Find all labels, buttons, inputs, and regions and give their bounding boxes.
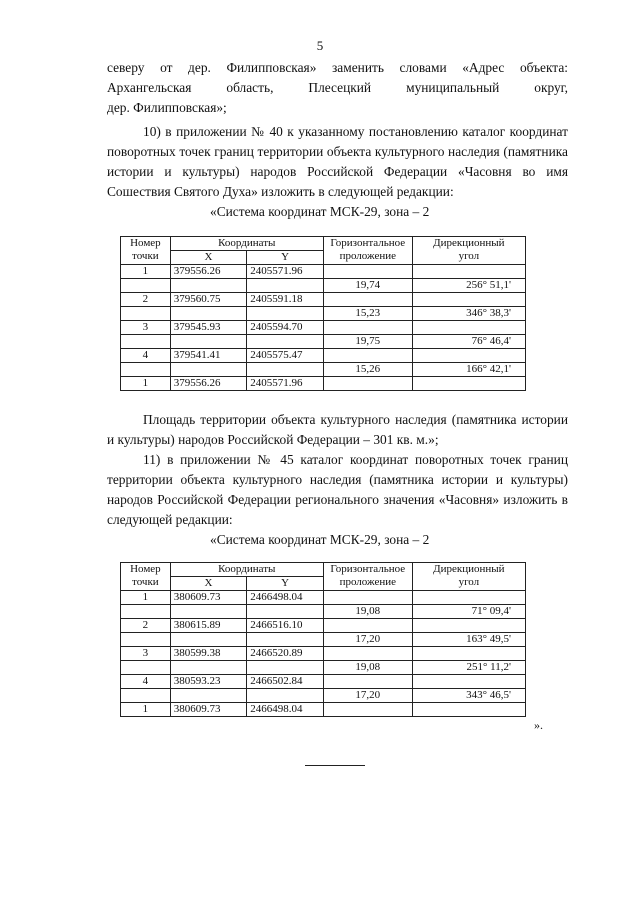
point-x: 380615.89	[170, 619, 247, 633]
empty-cell	[412, 377, 525, 391]
empty-cell	[247, 279, 324, 293]
empty-cell	[323, 321, 412, 335]
empty-cell	[247, 605, 324, 619]
empty-cell	[247, 363, 324, 377]
header-length	[323, 237, 412, 265]
segment-row	[121, 689, 526, 703]
header-y: Y	[247, 577, 324, 591]
point-row	[121, 591, 526, 605]
segment-length: 17,20	[323, 633, 412, 647]
empty-cell	[170, 363, 247, 377]
empty-cell	[323, 591, 412, 605]
end-divider	[305, 765, 365, 766]
point-x: 380609.73	[170, 703, 247, 717]
segment-angle: 256° 51,1'	[412, 279, 525, 293]
point-row	[121, 647, 526, 661]
header-dir-line1: Дирекционный	[433, 563, 505, 575]
header-len-line1: Горизонтальное	[330, 563, 406, 575]
point-number: 1	[121, 591, 171, 605]
segment-length: 17,20	[323, 689, 412, 703]
empty-cell	[323, 265, 412, 279]
point-x: 379545.93	[170, 321, 247, 335]
empty-cell	[412, 619, 525, 633]
point-number: 3	[121, 647, 171, 661]
point-y: 2466502.84	[247, 675, 324, 689]
point-number: 1	[121, 703, 171, 717]
empty-cell	[412, 675, 525, 689]
point-y: 2466498.04	[247, 703, 324, 717]
empty-cell	[121, 633, 171, 647]
header-num-line1: Номер	[130, 563, 161, 575]
empty-cell	[247, 335, 324, 349]
segment-angle: 166° 42,1'	[412, 363, 525, 377]
header-coordinates: Координаты	[170, 563, 323, 577]
header-len-line2: проложение	[339, 576, 397, 588]
item-10-coordinate-system: «Система координат МСК-29, зона – 2	[210, 204, 430, 219]
page-number: 5	[316, 38, 324, 53]
segment-length: 19,08	[323, 661, 412, 675]
header-num-line2: точки	[132, 576, 159, 588]
header-point-number	[121, 563, 171, 591]
header-direction	[412, 237, 525, 265]
header-len-line2: проложение	[339, 250, 397, 262]
point-y: 2405575.47	[247, 349, 324, 363]
empty-cell	[247, 689, 324, 703]
intro-line-2: Архангельская область, Плесецкий муниципальный округ,	[107, 80, 568, 95]
empty-cell	[170, 605, 247, 619]
header-length	[323, 563, 412, 591]
closing-quote: ».	[534, 718, 543, 732]
segment-row	[121, 633, 526, 647]
segment-length: 19,75	[323, 335, 412, 349]
segment-row	[121, 279, 526, 293]
header-x: X	[170, 251, 247, 265]
point-x: 379541.41	[170, 349, 247, 363]
header-len-line1: Горизонтальное	[330, 237, 406, 249]
point-number: 4	[121, 675, 171, 689]
empty-cell	[121, 661, 171, 675]
item-11-coordinate-system: «Система координат МСК-29, зона – 2	[210, 532, 430, 547]
coordinate-table-2	[120, 562, 526, 717]
header-coordinates: Координаты	[170, 237, 323, 251]
segment-length: 15,23	[323, 307, 412, 321]
empty-cell	[121, 363, 171, 377]
empty-cell	[121, 279, 171, 293]
point-x: 379556.26	[170, 265, 247, 279]
intro-line-1: северу от дер. Филипповская» заменить словами «Адрес объекта:	[107, 60, 568, 75]
segment-length: 19,08	[323, 605, 412, 619]
empty-cell	[121, 605, 171, 619]
point-number: 4	[121, 349, 171, 363]
empty-cell	[121, 335, 171, 349]
coordinate-table-1	[120, 236, 526, 391]
segment-angle: 343° 46,5'	[412, 689, 525, 703]
point-row	[121, 675, 526, 689]
point-y: 2466520.89	[247, 647, 324, 661]
point-number: 3	[121, 321, 171, 335]
empty-cell	[247, 661, 324, 675]
empty-cell	[121, 307, 171, 321]
empty-cell	[323, 647, 412, 661]
segment-angle: 251° 11,2'	[412, 661, 525, 675]
point-x: 380593.23	[170, 675, 247, 689]
point-row	[121, 703, 526, 717]
empty-cell	[412, 591, 525, 605]
empty-cell	[323, 349, 412, 363]
empty-cell	[412, 703, 525, 717]
header-y: Y	[247, 251, 324, 265]
point-y: 2405571.96	[247, 377, 324, 391]
segment-row	[121, 605, 526, 619]
point-y: 2466498.04	[247, 591, 324, 605]
empty-cell	[170, 307, 247, 321]
item-11-paragraph: 11) в приложении № 45 каталог координат поворотных точек границ территории объекта культурного наследия (памятника истории и культуры) народов Российской Федерации регионального значения «Часовня» изложить в следующей редакции:	[107, 452, 568, 527]
point-y: 2466516.10	[247, 619, 324, 633]
point-x: 380609.73	[170, 591, 247, 605]
empty-cell	[170, 279, 247, 293]
point-row	[121, 293, 526, 307]
empty-cell	[247, 307, 324, 321]
point-number: 2	[121, 619, 171, 633]
segment-length: 15,26	[323, 363, 412, 377]
header-direction	[412, 563, 525, 591]
segment-angle: 346° 38,3'	[412, 307, 525, 321]
header-point-number	[121, 237, 171, 265]
header-num-line1: Номер	[130, 237, 161, 249]
segment-angle: 71° 09,4'	[412, 605, 525, 619]
point-x: 379556.26	[170, 377, 247, 391]
point-number: 1	[121, 377, 171, 391]
point-y: 2405571.96	[247, 265, 324, 279]
empty-cell	[323, 703, 412, 717]
empty-cell	[412, 647, 525, 661]
segment-length: 19,74	[323, 279, 412, 293]
header-num-line2: точки	[132, 250, 159, 262]
empty-cell	[170, 661, 247, 675]
intro-line-3: дер. Филипповская»;	[107, 100, 227, 115]
empty-cell	[412, 293, 525, 307]
header-dir-line2: угол	[458, 250, 480, 262]
empty-cell	[247, 633, 324, 647]
segment-row	[121, 363, 526, 377]
empty-cell	[170, 633, 247, 647]
empty-cell	[323, 675, 412, 689]
empty-cell	[412, 265, 525, 279]
empty-cell	[412, 349, 525, 363]
header-dir-line1: Дирекционный	[433, 237, 505, 249]
segment-row	[121, 661, 526, 675]
segment-row	[121, 335, 526, 349]
point-x: 380599.38	[170, 647, 247, 661]
point-row	[121, 321, 526, 335]
point-y: 2405594.70	[247, 321, 324, 335]
header-x: X	[170, 577, 247, 591]
point-number: 1	[121, 265, 171, 279]
empty-cell	[412, 321, 525, 335]
point-row	[121, 349, 526, 363]
empty-cell	[323, 619, 412, 633]
segment-angle: 76° 46,4'	[412, 335, 525, 349]
point-row	[121, 265, 526, 279]
point-number: 2	[121, 293, 171, 307]
point-row	[121, 619, 526, 633]
header-dir-line2: угол	[458, 576, 480, 588]
point-row	[121, 377, 526, 391]
empty-cell	[323, 377, 412, 391]
empty-cell	[323, 293, 412, 307]
segment-row	[121, 307, 526, 321]
empty-cell	[170, 335, 247, 349]
point-y: 2405591.18	[247, 293, 324, 307]
intro-paragraph	[107, 58, 568, 118]
point-x: 379560.75	[170, 293, 247, 307]
empty-cell	[121, 689, 171, 703]
empty-cell	[170, 689, 247, 703]
segment-angle: 163° 49,5'	[412, 633, 525, 647]
area-paragraph: Площадь территории объекта культурного наследия (памятника истории и культуры) народов Российской Федерации – 301 кв. м.»;	[107, 412, 568, 447]
item-10-paragraph: 10) в приложении № 40 к указанному постановлению каталог координат поворотных точек границ территории объекта культурного наследия (памятника истории и культуры) народов Российской Федерации «Часовня во имя Сошествия Святого Духа» изложить в следующей редакции:	[107, 124, 568, 199]
